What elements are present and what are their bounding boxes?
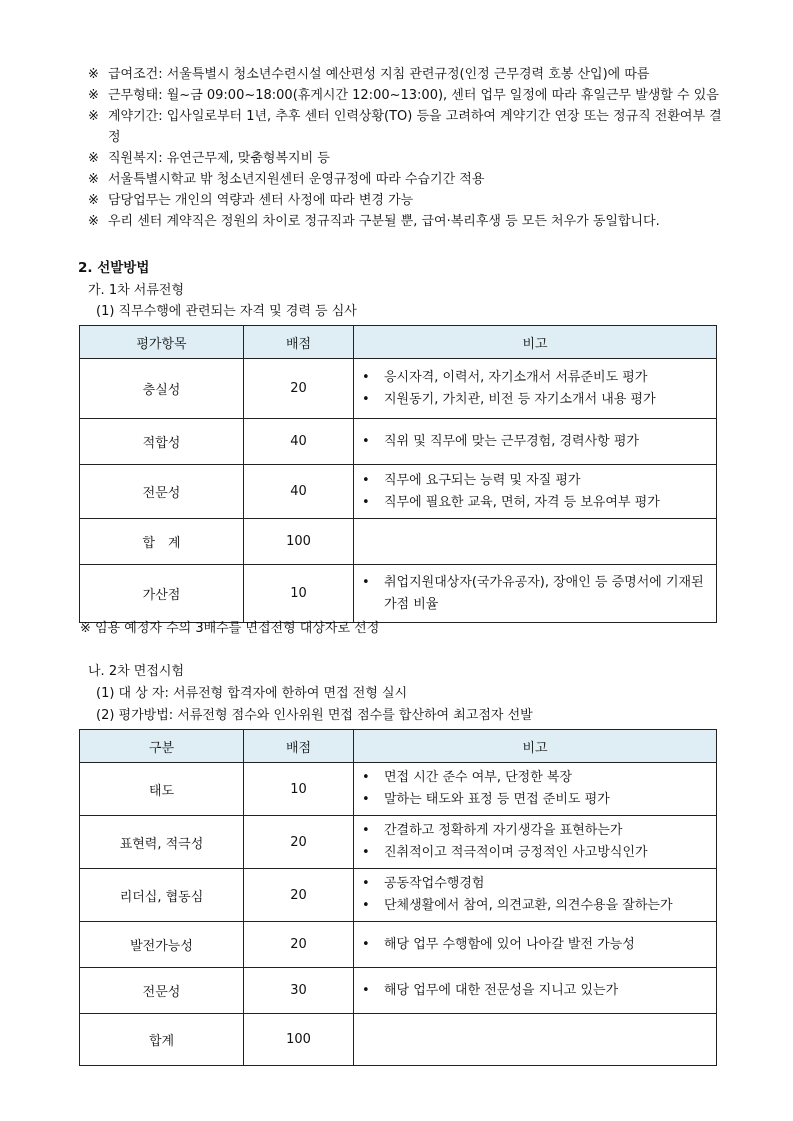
stage2-method: (2) 평가방법: 서류전형 점수와 인사위원 면접 점수를 합산하여 최고점자 선발 (96, 708, 533, 723)
note-item (88, 190, 728, 211)
bullet-text: 면접 시간 준수 여부, 단정한 복장 (384, 770, 573, 785)
row-notes (354, 1014, 717, 1066)
row-notes (354, 763, 717, 816)
bullet-text: 취업지원대상자(국가유공자), 장애인 등 증명서에 기재된 가점 비율 (384, 574, 704, 612)
row-score: 30 (244, 968, 354, 1014)
row-notes (354, 922, 717, 968)
bullet-text: 진취적이고 적극적이며 긍정적인 사고방식인가 (384, 845, 648, 860)
row-score: 40 (244, 465, 354, 519)
interview-table (79, 729, 717, 1066)
row-notes (354, 968, 717, 1014)
row-score: 20 (244, 816, 354, 869)
bullet-icon: • (362, 876, 370, 891)
bullet-text: 해당 업무 수행함에 있어 나아갈 발전 가능성 (384, 936, 635, 952)
table-row (80, 1014, 717, 1066)
row-score: 100 (244, 519, 354, 565)
table-row (80, 519, 717, 565)
row-score: 40 (244, 419, 354, 465)
note-bullet-line (360, 873, 708, 895)
header-category: 구분 (80, 730, 244, 763)
row-notes (354, 565, 717, 623)
bullet-icon: • (362, 898, 370, 913)
bullet-icon: • (362, 472, 370, 488)
bullet-text: 공동작업수행경험 (384, 876, 485, 891)
bullet-icon: • (362, 936, 370, 952)
row-notes (354, 419, 717, 465)
bullet-icon: • (362, 574, 370, 590)
table-header-row (80, 730, 717, 763)
note-text: 급여조건: 서울특별시 청소년수련시설 예산편성 지침 관련규정(인정 근무경력 호봉 산입)에 따름 (108, 67, 650, 82)
row-notes (354, 359, 717, 419)
row-item: 합 계 (80, 519, 244, 565)
bullet-icon: • (362, 494, 370, 510)
bullet-icon: • (362, 982, 370, 998)
note-bullet-line (360, 389, 708, 411)
table-row (80, 465, 717, 519)
row-score: 10 (244, 565, 354, 623)
reference-mark: ※ (88, 151, 99, 166)
bullet-icon: • (362, 369, 370, 385)
bullet-icon: • (362, 433, 370, 449)
header-score: 배점 (244, 730, 354, 763)
bullet-text: 간결하고 정확하게 자기생각을 표현하는가 (384, 823, 623, 838)
stage2-target: (1) 대 상 자: 서류전형 합격자에 한하여 면접 전형 실시 (96, 686, 408, 701)
table-row (80, 419, 717, 465)
row-item: 충실성 (80, 359, 244, 419)
row-notes (354, 519, 717, 565)
note-bullet-line (360, 431, 708, 453)
bullet-text: 말하는 태도와 표정 등 면접 준비도 평가 (384, 792, 610, 807)
bullet-text: 해당 업무에 대한 전문성을 지니고 있는가 (384, 982, 619, 998)
row-score: 20 (244, 869, 354, 922)
note-bullet-line (360, 492, 708, 514)
bullet-icon: • (362, 770, 370, 785)
note-bullet-line (360, 842, 708, 864)
note-item (88, 169, 728, 190)
table-header-row (80, 326, 717, 359)
row-notes (354, 816, 717, 869)
reference-mark: ※ (88, 109, 99, 124)
note-item (88, 85, 728, 106)
note-text: 계약기간: 입사일로부터 1년, 추후 센터 인력상황(TO) 등을 고려하여 계약기간 연장 또는 정규직 전환여부 결정 (108, 109, 722, 145)
row-item: 리더십, 협동심 (80, 869, 244, 922)
note-item (88, 148, 728, 169)
note-item (88, 211, 728, 232)
bullet-icon: • (362, 391, 370, 407)
note-bullet-line (360, 895, 708, 917)
bullet-text: 지원동기, 가치관, 비전 등 자기소개서 내용 평가 (384, 391, 656, 407)
note-bullet-line (360, 789, 708, 811)
stage1-description: (1) 직무수행에 관련되는 자격 및 경력 등 심사 (96, 304, 357, 319)
note-text: 우리 센터 계약직은 정원의 차이로 정규직과 구분될 뿐, 급여·복리후생 등 모든 처우가 동일합니다. (108, 214, 660, 229)
row-notes (354, 465, 717, 519)
row-score: 20 (244, 922, 354, 968)
row-item: 표현력, 적극성 (80, 816, 244, 869)
header-score: 배점 (244, 326, 354, 359)
note-bullet-line (360, 980, 708, 1002)
bullet-icon: • (362, 792, 370, 807)
row-item: 태도 (80, 763, 244, 816)
bullet-text: 응시자격, 이력서, 자기소개서 서류준비도 평가 (384, 369, 648, 385)
note-text: 근무형태: 월~금 09:00~18:00(휴게시간 12:00~13:00), 센터 업무 일정에 따라 휴일근무 발생할 수 있음 (108, 88, 719, 103)
row-score: 20 (244, 359, 354, 419)
note-item (88, 64, 728, 85)
note-bullet-line (360, 934, 708, 956)
note-text: 서울특별시학교 밖 청소년지원센터 운영규정에 따라 수습기간 적용 (108, 172, 485, 187)
row-item: 전문성 (80, 968, 244, 1014)
stage2-title: 나. 2차 면접시험 (88, 664, 185, 679)
row-score: 100 (244, 1014, 354, 1066)
row-item: 가산점 (80, 565, 244, 623)
reference-mark: ※ (88, 214, 99, 229)
header-notes: 비고 (354, 730, 717, 763)
table-row (80, 565, 717, 623)
row-notes (354, 869, 717, 922)
note-bullet-line (360, 767, 708, 789)
bullet-text: 직무에 필요한 교육, 면허, 자격 등 보유여부 평가 (384, 494, 660, 510)
note-text: 담당업무는 개인의 역량과 센터 사정에 따라 변경 가능 (108, 193, 414, 208)
table-row (80, 869, 717, 922)
header-item: 평가항목 (80, 326, 244, 359)
conditions-notes (88, 64, 728, 232)
bullet-text: 단체생활에서 참여, 의견교환, 의견수용을 잘하는가 (384, 898, 673, 913)
section-heading: 2. 선발방법 (78, 260, 150, 276)
note-item (88, 106, 728, 148)
note-bullet-line (360, 820, 708, 842)
row-score: 10 (244, 763, 354, 816)
bullet-icon: • (362, 823, 370, 838)
bullet-text: 직위 및 직무에 맞는 근무경험, 경력사항 평가 (384, 433, 639, 449)
note-text: 직원복지: 유연근무제, 맞춤형복지비 등 (108, 151, 330, 166)
bullet-text: 직무에 요구되는 능력 및 자질 평가 (384, 472, 581, 488)
row-item: 적합성 (80, 419, 244, 465)
stage1-title: 가. 1차 서류전형 (88, 283, 185, 298)
stage1-footnote: ※ 임용 예정자 수의 3배수를 면접전형 대상자로 선정 (80, 621, 380, 636)
row-item: 발전가능성 (80, 922, 244, 968)
note-bullet-line (360, 572, 708, 616)
table-row (80, 968, 717, 1014)
table-row (80, 763, 717, 816)
reference-mark: ※ (88, 193, 99, 208)
reference-mark: ※ (88, 172, 99, 187)
table-row (80, 359, 717, 419)
bullet-icon: • (362, 845, 370, 860)
row-item: 전문성 (80, 465, 244, 519)
table-row (80, 922, 717, 968)
reference-mark: ※ (88, 88, 99, 103)
row-item: 합계 (80, 1014, 244, 1066)
table-row (80, 816, 717, 869)
note-bullet-line (360, 367, 708, 389)
header-notes: 비고 (354, 326, 717, 359)
reference-mark: ※ (88, 67, 99, 82)
document-screening-table (79, 325, 717, 623)
note-bullet-line (360, 470, 708, 492)
